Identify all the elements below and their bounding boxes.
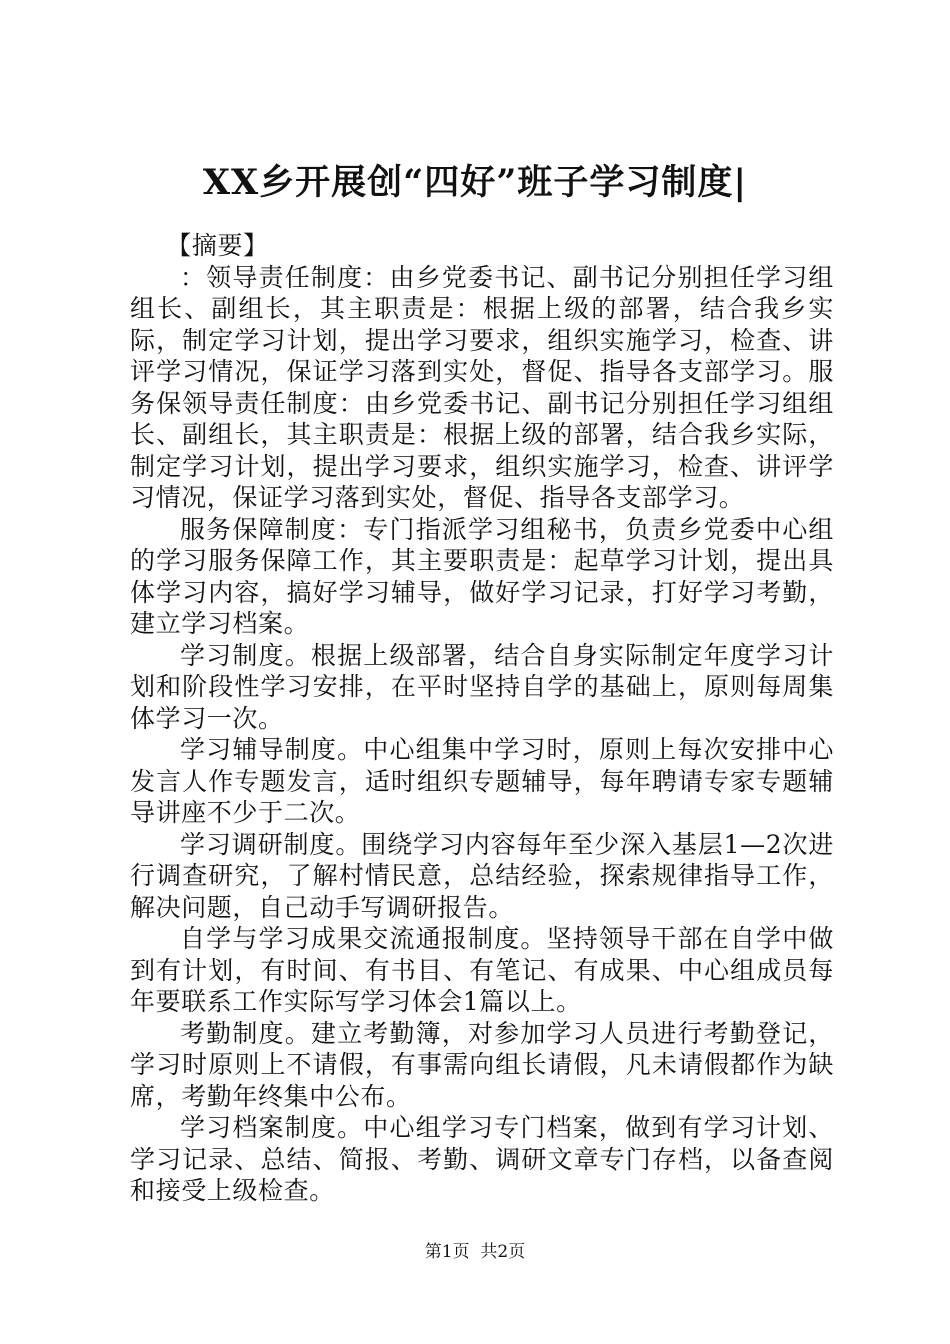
document-title: XX乡开展创“四好”班子学习制度|	[202, 162, 748, 203]
paragraph-self-study-exchange: 自学与学习成果交流通报制度。坚持领导干部在自学中做到有计划，有时间、有书目、有笔记、有成果、中心组成员每年要联系工作实际写学习体会1篇以上。	[130, 924, 834, 1016]
paragraph-study-archive: 学习档案制度。中心组学习专门档案，做到有学习计划、学习记录、总结、简报、考勤、调研文章专门存档，以备查阅和接受上级检查。	[130, 1113, 834, 1205]
paragraph-attendance: 考勤制度。建立考勤簿，对参加学习人员进行考勤登记，学习时原则上不请假，有事需向组长请假，凡未请假都作为缺席，考勤年终集中公布。	[130, 1018, 834, 1111]
paragraph-study-guidance: 学习辅导制度。中心组集中学习时，原则上每次安排中心发言人作专题发言，适时组织专题辅导，每年聘请专家专题辅导讲座不少于二次。	[130, 735, 834, 827]
page-number-footer: 第1页 共2页	[424, 1242, 526, 1262]
paragraph-leadership-responsibility: ：领导责任制度：由乡党委书记、副书记分别担任学习组组长、副组长，其主职责是：根据上级的部署，结合我乡实际，制定学习计划，提出学习要求，组织实施学习，检查、讲评学习情况，保证学习落到实处，督促、指导各支部学习。服务保领导责任制度：由乡党委书记、副书记分别担任学习组组长、副组长，其主职责是：根据上级的部署，结合我乡实际，制定学习计划，提出学习要求，组织实施学习，检查、讲评学习情况，保证学习落到实处，督促、指导各支部学习。	[130, 262, 834, 512]
summary-label: 【摘要】	[166, 231, 269, 260]
document-body	[130, 230, 834, 1207]
paragraph-study-system: 学习制度。根据上级部署，结合自身实际制定年度学习计划和阶段性学习安排，在平时坚持自学的基础上，原则每周集体学习一次。	[130, 640, 834, 733]
paragraph-study-research: 学习调研制度。围绕学习内容每年至少深入基层1—2次进行调查研究，了解村情民意，总结经验，探索规律指导工作，解决问题，自己动手写调研报告。	[130, 829, 834, 922]
paragraph-service-support: 服务保障制度：专门指派学习组秘书，负责乡党委中心组的学习服务保障工作，其主要职责是：起草学习计划，提出具体学习内容，搞好学习辅导，做好学习记录，打好学习考勤，建立学习档案。	[130, 514, 834, 638]
